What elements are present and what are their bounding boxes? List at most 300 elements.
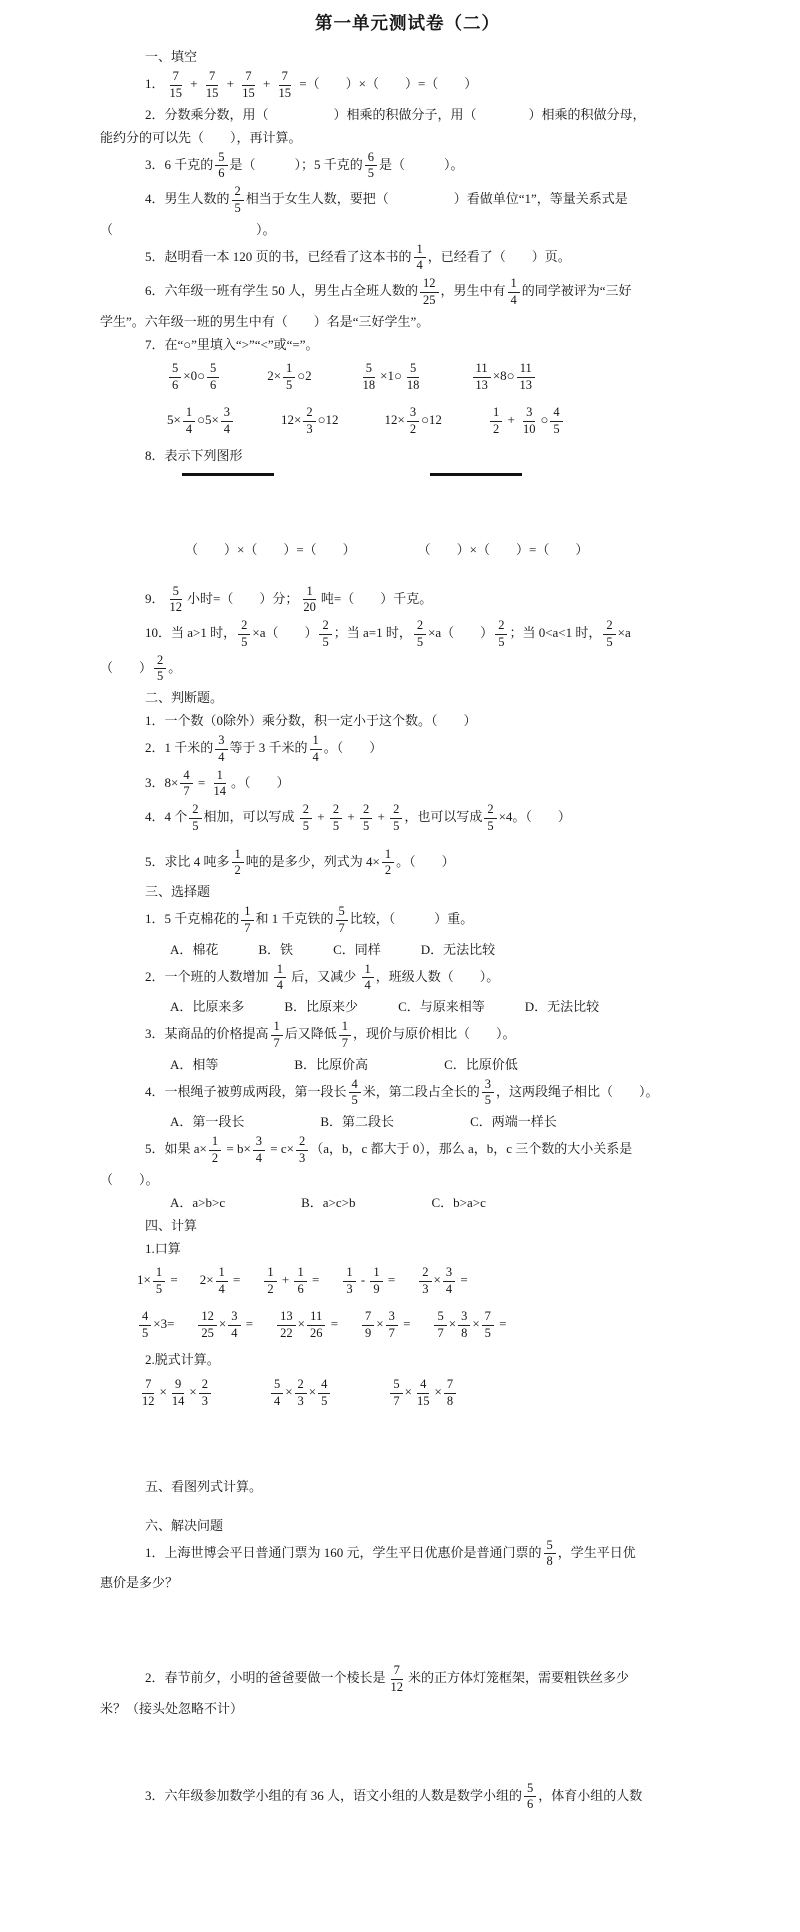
denominator: 18: [362, 378, 376, 392]
fraction: [271, 1020, 283, 1051]
question-line: 2．1 千米的 $\frac{3}{4}$ 等于 3 千米的 $\frac{1}{4}$ 。（ ）: [145, 733, 383, 764]
math-item: C．与原来相等: [398, 999, 485, 1014]
spacer: [100, 1498, 715, 1514]
numerator: 1: [382, 848, 394, 864]
section-heading: 四、计算: [145, 1217, 198, 1233]
denominator: 4: [218, 749, 225, 764]
fraction: [221, 406, 233, 437]
numerator: 4: [180, 769, 192, 785]
expression-row: [100, 538, 715, 561]
fraction: [274, 963, 286, 994]
denominator: 12: [169, 600, 183, 615]
numerator: 1: [214, 769, 226, 785]
fraction: [407, 406, 419, 437]
denominator: 7: [338, 920, 345, 935]
numerator: 2: [199, 1378, 211, 1394]
question-line: （ ）。: [100, 1171, 159, 1187]
fraction: [318, 1378, 330, 1409]
math-item: $\frac{1}{2}$ + $\frac{3}{10}$ ○ $\frac{4}{5}$: [488, 404, 565, 439]
numerator: 2: [495, 619, 507, 635]
math-item: B．a>c>b: [301, 1194, 356, 1210]
fraction: [210, 769, 229, 800]
denominator: 5: [286, 378, 293, 392]
fraction: [319, 619, 331, 650]
denominator: 5: [157, 669, 164, 684]
denominator: 5: [487, 818, 494, 833]
math-item: $\frac{7}{9}$ × $\frac{3}{7}$ =: [360, 1308, 410, 1343]
numerator: 3: [215, 734, 227, 750]
denominator: 7: [244, 920, 251, 935]
numerator: 1: [414, 243, 426, 259]
math-item: A．比原来多: [170, 999, 245, 1014]
denominator: 26: [309, 1326, 323, 1340]
numerator: 3: [386, 1310, 398, 1326]
denominator: 15: [205, 85, 219, 100]
denominator: 3: [422, 1282, 429, 1296]
math-item: $\frac{12}{25}$ × $\frac{3}{4}$ =: [196, 1308, 253, 1343]
oral-calc-row: [100, 1260, 715, 1304]
numerator: 3: [523, 406, 535, 422]
numerator: 4: [318, 1378, 330, 1394]
options-row: [100, 995, 715, 1018]
denominator: 4: [218, 1282, 225, 1296]
fraction: [198, 1310, 217, 1341]
fraction: [365, 151, 377, 182]
options-row: [100, 938, 715, 961]
question-line: 学生”。六年级一班的男生中有（ ）名是“三好学生”。: [100, 313, 430, 329]
numerator: 5: [170, 585, 182, 601]
math-item: $\frac{5}{4}$ × $\frac{2}{3}$ × $\frac{4}{5}$: [269, 1376, 332, 1411]
numerator: 2: [189, 803, 201, 819]
math-item: D．无法比较: [420, 941, 496, 957]
denominator: 3: [306, 422, 313, 436]
fraction: [277, 1310, 296, 1341]
math-item: $\frac{2}{3}$ × $\frac{3}{4}$ =: [417, 1264, 467, 1299]
denominator: 2: [211, 1150, 219, 1165]
denominator: 5: [234, 200, 241, 215]
denominator: 20: [303, 600, 316, 615]
fraction: [294, 1266, 306, 1297]
numerator: 7: [391, 1664, 403, 1680]
numerator: 1: [209, 1135, 221, 1151]
fraction: [390, 803, 402, 834]
spacer: [100, 1417, 715, 1475]
denominator: 4: [223, 422, 231, 436]
fraction: [253, 1135, 265, 1166]
math-item: $\frac{5}{7}$ × $\frac{4}{15}$ × $\frac{7}{8}$: [388, 1376, 458, 1411]
fraction: [232, 848, 244, 879]
denominator: 2: [409, 422, 417, 436]
denominator: 7: [273, 1035, 280, 1050]
math-item: A．棉花: [170, 941, 219, 957]
numerator: 1: [303, 585, 315, 601]
denominator: 9: [365, 1326, 372, 1340]
fraction: [209, 1135, 221, 1166]
page-title: 第一单元测试卷（二）: [315, 13, 500, 33]
fraction: [390, 1378, 402, 1409]
math-item: $\frac{5}{18}$ ×1○ $\frac{5}{18}$: [358, 360, 425, 395]
numerator: 1: [508, 277, 520, 293]
denominator: 4: [312, 749, 319, 764]
numerator: 4: [417, 1378, 429, 1394]
question-line: 4．一根绳子被剪成两段，第一段长 $\frac{4}{5}$ 米，第二段占全长的 $\frac{3}{5}$ ，这两段绳子相比（ ）。: [145, 1076, 659, 1108]
fraction: [232, 185, 244, 216]
fraction: [388, 1664, 407, 1695]
math-item: A．相等: [170, 1056, 219, 1072]
math-item: 2× $\frac{1}{4}$ =: [199, 1265, 241, 1296]
denominator: 6: [172, 378, 179, 392]
section-heading: 二、判断题。: [145, 690, 224, 705]
fraction: [490, 406, 502, 437]
numerator: 7: [362, 1310, 374, 1326]
numerator: 2: [484, 803, 496, 819]
fraction: [482, 1310, 494, 1341]
fraction: [444, 1378, 456, 1409]
numerator: 13: [277, 1310, 296, 1326]
denominator: 5: [484, 1326, 491, 1340]
fraction: [216, 1266, 228, 1297]
fraction: [139, 1378, 158, 1409]
question-line: 2．春节前夕，小明的爸爸要做一个棱长是 $\frac{7}{12}$ 米的正方体灯笼框架，需要粗铁丝多少: [145, 1663, 630, 1694]
question-line: 1．5 千克棉花的 $\frac{1}{7}$ 和 1 千克铁的 $\frac{5}{7}$ 比较，（ ）重。: [145, 904, 474, 935]
numerator: 1: [294, 1266, 306, 1282]
numerator: 2: [414, 619, 426, 635]
denominator: 4: [416, 258, 423, 273]
fraction: [296, 1135, 308, 1166]
math-item: A．a>b>c: [170, 1194, 226, 1210]
numerator: 1: [490, 406, 502, 422]
fraction: [330, 803, 342, 834]
numerator: 11: [517, 362, 535, 378]
question-line: 3．8× $\frac{4}{7}$ = $\frac{1}{14}$ 。（ ）: [145, 767, 290, 799]
fraction: [362, 963, 374, 994]
numerator: 5: [336, 905, 348, 921]
denominator: 25: [423, 292, 436, 307]
denominator: 5: [393, 818, 400, 833]
fraction: [215, 151, 227, 182]
denominator: 14: [213, 784, 226, 799]
fraction: [215, 734, 227, 765]
math-item: B．铁: [258, 941, 294, 957]
denominator: 15: [278, 85, 292, 100]
question-line: 3．某商品的价格提高 $\frac{1}{7}$ 后又降低 $\frac{1}{7}$ ，现价与原价相比（ ）。: [145, 1019, 516, 1050]
denominator: 15: [242, 85, 255, 100]
compare-row: [100, 356, 715, 400]
numerator: 5: [524, 1782, 536, 1798]
numerator: 2: [232, 185, 244, 201]
fraction: [360, 803, 372, 834]
fraction: [484, 803, 496, 834]
math-item: B．第二段长: [320, 1114, 395, 1129]
section-heading: 三、选择题: [145, 884, 211, 899]
fraction: [419, 1266, 431, 1297]
denominator: 2: [267, 1282, 274, 1296]
question-line: 3．六年级参加数学小组的有 36 人，语文小组的人数是数学小组的 $\frac{5}{6}$ ，体育小组的人数: [145, 1780, 643, 1812]
section-heading: 五、看图列式计算。: [145, 1478, 263, 1494]
math-item: C．同样: [333, 941, 381, 957]
spacer: [100, 561, 715, 583]
denominator: 25: [201, 1326, 214, 1340]
denominator: 10: [523, 422, 536, 436]
spacer: [100, 836, 715, 846]
numerator: 1: [216, 1266, 228, 1282]
numerator: 2: [330, 803, 342, 819]
fraction: [239, 70, 258, 101]
numerator: 3: [221, 406, 233, 422]
numerator: 1: [232, 848, 244, 864]
denominator: 5: [606, 634, 613, 649]
numerator: 5: [390, 1378, 402, 1394]
fraction: [458, 1310, 470, 1341]
denominator: 3: [346, 1282, 353, 1296]
numerator: 3: [482, 1078, 494, 1094]
denominator: 6: [218, 166, 225, 181]
fraction: [524, 1782, 536, 1813]
denominator: 5: [367, 166, 375, 181]
denominator: 13: [475, 378, 488, 392]
fraction: [207, 362, 219, 393]
fraction: [153, 1266, 165, 1297]
fraction: [199, 1378, 211, 1409]
numerator: 1: [339, 1020, 351, 1036]
question-line: 7．在“○”里填入“>”“<”或“=”。: [145, 336, 319, 352]
denominator: 6: [209, 378, 217, 392]
numerator: 1: [274, 963, 286, 979]
denominator: 13: [519, 378, 533, 392]
fraction: [603, 619, 615, 650]
math-item: 2× $\frac{1}{5}$ ○2: [267, 361, 312, 392]
section-heading: 一、填空: [145, 49, 198, 64]
denominator: 5: [553, 422, 560, 436]
math-item: （ ）×（ ）=（ ）: [185, 541, 356, 557]
numerator: 1: [271, 1020, 283, 1036]
question-line: （ ）。: [100, 221, 276, 237]
denominator: 7: [341, 1035, 349, 1050]
denominator: 4: [185, 422, 193, 436]
math-item: B．比原价高: [294, 1056, 369, 1072]
numerator: 2: [154, 654, 166, 670]
figure-answer-rules: [100, 467, 715, 483]
fraction: [167, 585, 186, 616]
numerator: 7: [142, 1378, 154, 1394]
numerator: 1: [241, 905, 253, 921]
numerator: 11: [473, 362, 491, 378]
fraction: [362, 1310, 374, 1341]
numerator: 2: [296, 1135, 308, 1151]
fraction: [382, 848, 394, 879]
denominator: 3: [298, 1150, 306, 1165]
fraction: [414, 243, 426, 274]
numerator: 4: [550, 406, 562, 422]
fraction: [241, 905, 253, 936]
denominator: 5: [332, 818, 340, 833]
math-item: C．比原价低: [444, 1056, 518, 1072]
spacer: [100, 1594, 715, 1662]
numerator: 3: [228, 1310, 240, 1326]
fraction: [300, 803, 312, 834]
numerator: 7: [170, 70, 182, 86]
numerator: 5: [407, 362, 419, 378]
denominator: 3: [297, 1394, 304, 1408]
fraction: [414, 619, 426, 650]
answer-line: [430, 473, 522, 476]
fraction: [169, 1378, 188, 1409]
fraction: [420, 277, 439, 308]
math-item: （ ）×（ ）=（ ）: [417, 541, 589, 557]
numerator: 3: [407, 406, 419, 422]
question-line: 8．表示下列图形: [145, 447, 243, 463]
numerator: 1: [310, 734, 322, 750]
numerator: 4: [139, 1310, 151, 1326]
question-line: 9． $\frac{5}{12}$ 小时=（ ）分； $\frac{1}{20}$ 吨=（ ）千克。: [145, 583, 433, 615]
fraction: [370, 1266, 382, 1297]
section-heading: 六、解决问题: [145, 1517, 224, 1533]
denominator: 5: [362, 818, 370, 833]
question-line: 2.脱式计算。: [145, 1351, 220, 1367]
denominator: 7: [393, 1394, 400, 1408]
fraction: [180, 769, 192, 800]
denominator: 5: [241, 634, 248, 649]
numerator: 2: [300, 803, 312, 819]
numerator: 7: [482, 1310, 494, 1326]
numerator: 2: [238, 619, 250, 635]
denominator: 2: [234, 863, 241, 878]
denominator: 6: [527, 1797, 534, 1812]
denominator: 12: [142, 1394, 155, 1408]
fraction: [203, 70, 222, 101]
question-line: 5．求比 4 吨多 $\frac{1}{2}$ 吨的是多少，列式为 4× $\frac{1}{2}$ 。（ ）: [145, 846, 455, 878]
denominator: 5: [142, 1326, 149, 1340]
numerator: 11: [307, 1310, 325, 1326]
fraction: [508, 277, 520, 308]
denominator: 12: [390, 1679, 404, 1694]
numerator: 5: [169, 362, 181, 378]
fraction: [189, 803, 201, 834]
question-line: （ ） $\frac{2}{5}$ 。: [100, 652, 182, 684]
fraction: [167, 70, 186, 101]
fraction: [283, 362, 295, 393]
fraction: [386, 1310, 398, 1341]
math-item: D．无法比较: [524, 999, 600, 1014]
options-row: [100, 1053, 715, 1076]
math-item: $\frac{11}{13}$ ×8○ $\frac{11}{13}$: [470, 360, 537, 395]
numerator: 5: [363, 362, 375, 378]
fraction: [303, 406, 315, 437]
denominator: 3: [201, 1394, 208, 1408]
question-line: 米？（接头处忽略不计）: [100, 1700, 244, 1716]
math-item: $\frac{4}{5}$ ×3=: [137, 1308, 174, 1343]
math-item: $\frac{13}{22}$ × $\frac{11}{26}$ =: [275, 1308, 338, 1343]
math-item: $\frac{1}{3}$ - $\frac{1}{9}$ =: [341, 1264, 395, 1299]
fraction: [482, 1078, 494, 1109]
numerator: 3: [253, 1135, 265, 1151]
math-item: $\frac{5}{7}$ × $\frac{3}{8}$ × $\frac{7}{5}$ =: [432, 1308, 506, 1343]
numerator: 7: [279, 70, 291, 86]
fraction: [434, 1310, 446, 1341]
numerator: 5: [271, 1378, 283, 1394]
math-item: C．两端一样长: [470, 1114, 557, 1129]
denominator: 6: [297, 1282, 304, 1296]
fraction: [169, 362, 181, 393]
denominator: 7: [183, 784, 190, 799]
stepwise-calc-row: [100, 1371, 715, 1417]
numerator: 2: [419, 1266, 431, 1282]
fraction: [517, 362, 536, 393]
denominator: 5: [351, 1093, 358, 1108]
fraction: [310, 734, 322, 765]
question-line: 5．如果 a× $\frac{1}{2}$ = b× $\frac{3}{4}$ = c× $\frac{2}{3}$ （a，b，c 都大于 0），那么 a，b，c 三个数的大小关系是: [145, 1134, 633, 1165]
numerator: 7: [206, 70, 218, 86]
question-line: 2．分数乘分数，用（ ）相乘的积做分子，用（ ）相乘的积做分母，: [145, 106, 646, 122]
denominator: 5: [155, 1282, 163, 1296]
answer-line: [182, 473, 274, 476]
denominator: 9: [373, 1282, 380, 1296]
math-item: B．比原来少: [284, 999, 359, 1014]
fraction: [349, 1078, 361, 1109]
numerator: 2: [390, 803, 402, 819]
math-item: 5× $\frac{1}{4}$ ○5× $\frac{3}{4}$: [167, 404, 235, 439]
denominator: 8: [546, 1554, 553, 1569]
fraction: [404, 362, 423, 393]
numerator: 6: [365, 151, 377, 167]
fraction: [228, 1310, 240, 1341]
denominator: 15: [416, 1394, 430, 1408]
question-line: 1．一个数（0除外）乘分数，积一定小于这个数。（ ）: [145, 713, 477, 728]
denominator: 15: [169, 85, 183, 100]
question-line: 1.口算: [145, 1240, 181, 1256]
denominator: 18: [406, 378, 420, 392]
denominator: 4: [255, 1150, 263, 1165]
options-row: [100, 1191, 715, 1214]
fraction: [307, 1310, 326, 1341]
denominator: 4: [510, 292, 517, 307]
numerator: 5: [434, 1310, 446, 1326]
math-item: $\frac{5}{6}$ ×0○ $\frac{5}{6}$: [167, 360, 221, 395]
numerator: 2: [303, 406, 315, 422]
math-item: $\frac{1}{2}$ + $\frac{1}{6}$ =: [262, 1264, 319, 1299]
math-item: 1× $\frac{1}{5}$ =: [137, 1265, 178, 1296]
numerator: 1: [264, 1266, 276, 1282]
fraction: [276, 70, 295, 101]
math-item: $\frac{7}{12}$ × $\frac{9}{14}$ × $\frac{2}{3}$: [137, 1376, 213, 1411]
fraction: [495, 619, 507, 650]
fraction: [300, 585, 319, 616]
numerator: 2: [319, 619, 331, 635]
question-line: 能约分的可以先（ ），再计算。: [100, 129, 302, 145]
question-line: 10．当 a>1 时， $\frac{2}{5}$ ×a（ ） $\frac{2}{5}$ ；当 a=1 时， $\frac{2}{5}$ ×a（ ） $\frac{2}{5}$ ；当 0<a<1 时， $\frac{2}{5}$ ×a: [145, 618, 631, 649]
denominator: 14: [171, 1394, 185, 1408]
numerator: 7: [444, 1378, 456, 1394]
denominator: 5: [416, 634, 424, 649]
fraction: [339, 1020, 351, 1051]
denominator: 22: [280, 1326, 293, 1340]
numerator: 12: [198, 1310, 217, 1326]
denominator: 4: [273, 1394, 281, 1408]
fraction: [271, 1378, 283, 1409]
fraction: [550, 406, 562, 437]
numerator: 2: [295, 1378, 307, 1394]
question-line: 4．4 个 $\frac{2}{5}$ 相加，可以写成 $\frac{2}{5}$ + $\frac{2}{5}$ + $\frac{2}{5}$ + $\frac{2}{5}$ ，也可以写成 $\frac{2}{5}$ ×4。（ ）: [145, 802, 571, 833]
fraction: [360, 362, 379, 393]
fraction: [443, 1266, 455, 1297]
spacer: [100, 483, 715, 538]
denominator: 7: [437, 1326, 444, 1340]
denominator: 5: [302, 818, 310, 833]
fraction: [472, 362, 491, 393]
oral-calc-row: [100, 1304, 715, 1348]
numerator: 7: [242, 70, 254, 86]
numerator: 4: [349, 1078, 361, 1094]
